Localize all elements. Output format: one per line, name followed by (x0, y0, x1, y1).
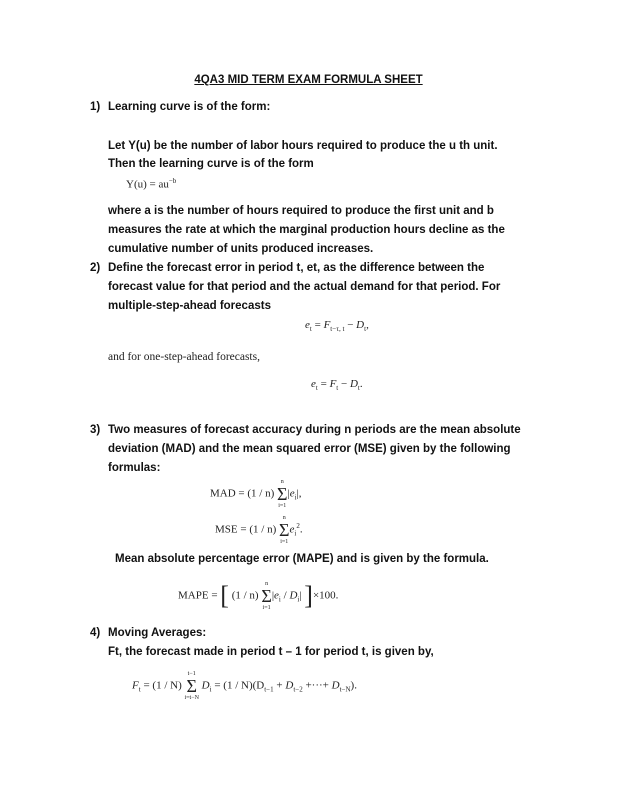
section-3-line-3: formulas: (108, 462, 161, 474)
section-3-number: 3) (90, 424, 101, 436)
one-step-error-formula: $e_t = F_t - D_t$. (311, 378, 363, 393)
section-1-number: 1) (90, 101, 101, 113)
page-title: 4QA3 MID TERM EXAM FORMULA SHEET (194, 74, 423, 86)
learning-curve-exponent: −b (168, 177, 177, 185)
mape-formula: MAPE = [ (1 / n) n Σ i=1 $|e_i / D_i|$ ]×100. (178, 581, 339, 611)
section-2-line-2: forecast value for that period and the actual demand for that period. For (108, 281, 501, 293)
section-1-after-1: where a is the number of hours required to produce the first unit and b (108, 205, 494, 217)
one-step-label: and for one-step-ahead forecasts, (108, 351, 260, 363)
mad-formula: MAD = (1 / n) n Σ i=1 $|e_i|$, (210, 479, 302, 509)
section-1-line-2: Then the learning curve is of the form (108, 158, 314, 170)
section-2-number: 2) (90, 262, 101, 274)
section-2-line-3: multiple-step-ahead forecasts (108, 300, 271, 312)
moving-average-formula: $F_t = (1 / N)$ t−1 Σ i=t−N $D_i = (1 / N)(D_{t-1} + D_{t-2}$ +···+ $D_{t-N}$). (132, 671, 357, 701)
learning-curve-formula (126, 177, 176, 191)
learning-curve-base: Y(u) = au (126, 178, 169, 191)
section-1-after-3: cumulative number of units produced increases. (108, 243, 374, 255)
mse-formula: MSE = (1 / n) n Σ i=1 $e_i^2$. (215, 515, 303, 545)
section-2-line-1: Define the forecast error in period t, et, as the difference between the (108, 262, 485, 274)
section-1-heading: Learning curve is of the form: (108, 101, 271, 113)
section-3-line-2: deviation (MAD) and the mean squared error (MSE) given by the following (108, 443, 511, 455)
section-1-line-1: Let Y(u) be the number of labor hours required to produce the u th unit. (108, 140, 498, 152)
section-4-line-1: Ft, the forecast made in period t – 1 for period t, is given by, (108, 646, 434, 658)
section-3-line-1: Two measures of forecast accuracy during n periods are the mean absolute (108, 424, 521, 436)
section-1-after-2: measures the rate at which the marginal production hours decline as the (108, 224, 505, 236)
section-4-heading: Moving Averages: (108, 627, 207, 639)
multi-step-error-formula: $e_t = F_{t-\tau, t} - D_t$, (305, 319, 369, 334)
mape-label: Mean absolute percentage error (MAPE) and is given by the formula. (115, 553, 489, 565)
section-4-number: 4) (90, 627, 101, 639)
